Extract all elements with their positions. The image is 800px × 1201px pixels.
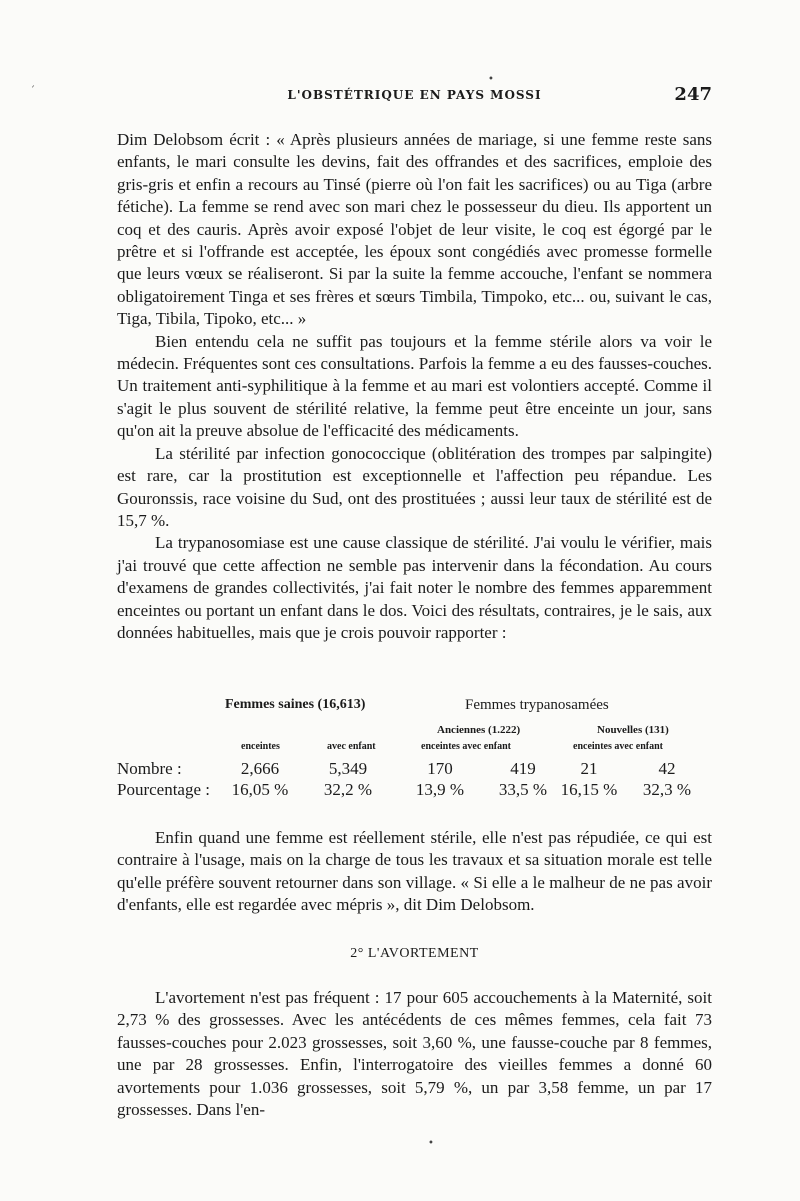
table-cell: 32,2 % [323, 780, 373, 799]
paragraph: L'avortement n'est pas fréquent : 17 pour 605 accouchements à la Maternité, soit 2,73 % des grossesses. Avec les antécédents de ces mêmes femmes, cela fait 73 fausses-couches pour 2.023 grossesses, soit 3,60 %, une fausse-couche par 8 femmes, une par 28 grossesses. Enfin, l'interrogatoire des vieilles femmes a donné 60 avortements pour 1.036 grossesses, soit 5,79 %, un par 3,58 femme, un par 17 grossesses. Dans l'en- [117, 988, 712, 1120]
fertility-table [117, 697, 712, 809]
table-cell: 16,15 % [560, 780, 618, 799]
table-cell: 21 [580, 759, 598, 778]
table-group-header: Femmes trypanosamées [465, 697, 609, 713]
table-cell: 5,349 [328, 759, 368, 778]
table-cell: 170 [427, 759, 453, 778]
table-cell: 419 [510, 759, 536, 778]
table-cell: 2,666 [240, 759, 280, 778]
table-cell: 42 [658, 759, 676, 778]
table-cell: 13,9 % [415, 780, 465, 799]
table-row-label: Pourcentage : [117, 780, 210, 799]
paragraph: Enfin quand une femme est réellement stérile, elle n'est pas répudiée, ce qui est contraire à l'usage, mais on la charge de tous les travaux et sa situation morale est telle qu'elle préfère souvent retourner dans son village. « Si elle a le malheur de ne pas avoir d'enfants, elle est regardée avec mépris », dit Dim Delobsom. [117, 828, 712, 915]
body-text-top [117, 129, 712, 644]
paragraph: La stérilité par infection gonococcique (oblitération des trompes par salpingite) est rare, car la prostitution est exceptionnelle et l'affection peu répandue. Les Gouronssis, race voisine du Sud, ont des prostituées ; aussi leur taux de stérilité est de 15,7 %. [117, 443, 712, 530]
table-column-header: enceintes [241, 741, 280, 752]
running-title: L'OBSTÉTRIQUE EN PAYS MOSSI [287, 88, 542, 102]
table-cell: 32,3 % [642, 780, 692, 799]
body-text-bottom [117, 987, 712, 1121]
table-subgroup-header: Nouvelles (131) [597, 724, 669, 736]
section-title: 2° L'AVORTEMENT [350, 946, 479, 961]
table-column-header: avec enfant [327, 741, 376, 752]
print-mark: • [428, 1138, 434, 1149]
print-mark: ˊ [30, 86, 35, 97]
table-column-header: enceintes avec enfant [421, 741, 511, 752]
table-group-header: Femmes saines (16,613) [225, 697, 366, 712]
print-mark: • [488, 74, 494, 85]
body-text-middle [117, 827, 712, 917]
table-column-header: enceintes avec enfant [573, 741, 663, 752]
table-cell: 16,05 % [231, 780, 289, 799]
paragraph: Bien entendu cela ne suffit pas toujours et la femme stérile alors va voir le médecin. Fréquentes sont ces consultations. Parfois la femme a eu des fausses-couches. Un traitement anti-syphilitique à la femme et au mari est volontiers accepté. Comme il s'agit le plus souvent de stérilité relative, la femme peut être enceinte un jour, sans qu'on ait la preuve absolue de l'efficacité des médicaments. [117, 331, 712, 441]
paragraph: Dim Delobsom écrit : « Après plusieurs années de mariage, si une femme reste sans enfants, le mari consulte les devins, fait des offrandes et des sacrifices, emploie des gris-gris et enfin a recours au Tinsé (pierre où l'on fait les sacrifices) ou au Tiga (arbre fétiche). La femme se rend avec son mari chez le possesseur du dieu. Ils apportent un coq et des cauris. Après avoir exposé l'objet de leur visite, le coq est égorgé par le prêtre et si l'offrande est acceptée, les époux sont congédiés avec promesse formelle que leurs vœux se réaliseront. Si par la suite la femme accouche, l'enfant se nommera obligatoirement Tinga et ses frères et sœurs Timbila, Timpoko, etc... ou, suivant le cas, Tiga, Tibila, Tipoko, etc... » [117, 130, 712, 329]
table-subgroup-header: Anciennes (1.222) [437, 724, 521, 736]
table-row-label: Nombre : [117, 759, 182, 778]
page-number: 247 [674, 84, 712, 105]
paragraph: La trypanosomiase est une cause classique de stérilité. J'ai voulu le vérifier, mais j'ai trouvé que cette affection ne semble pas intervenir dans la fécondation. Au cours d'examens de grandes collectivités, j'ai fait noter le nombre des femmes apparemment enceintes ou portant un enfant dans le dos. Voici des résultats, contraires, je le sais, aux données habituelles, mais que je crois pouvoir rapporter : [117, 533, 712, 642]
table-cell: 33,5 % [498, 780, 548, 799]
